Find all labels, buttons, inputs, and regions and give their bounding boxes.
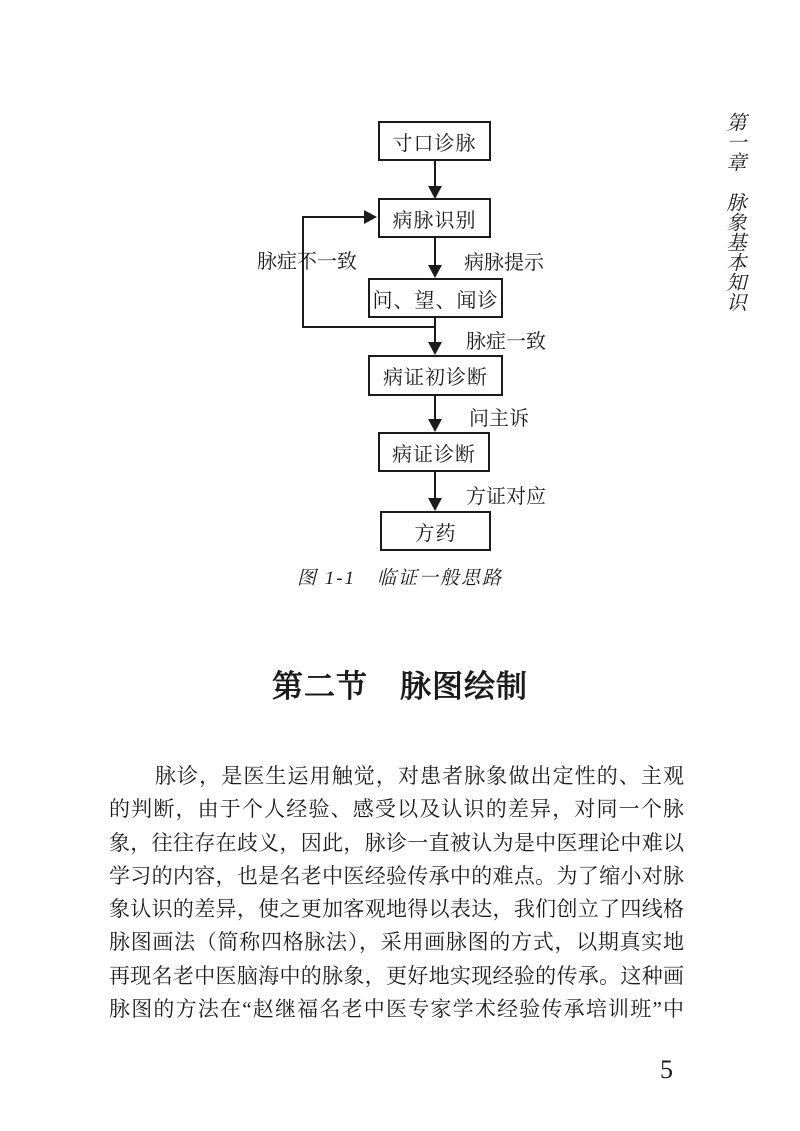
section-title: 第二节 脉图绘制 — [272, 669, 528, 704]
body-line: 学习的内容，也是名老中医经验传承中的难点。为了缩小对脉 — [109, 863, 684, 888]
flow-box-disease-syndrome-diagnosis — [378, 432, 490, 472]
flow-box-cunkou-pulse-taking — [378, 121, 491, 161]
body-line: 象，往往存在歧义，因此，脉诊一直被认为是中医理论中难以 — [109, 830, 684, 855]
body-paragraph — [109, 760, 684, 1026]
flow-box-label: 问、望、闻诊 — [372, 289, 499, 312]
edge-label-pulse-symptom-match: 脉症一致 — [466, 331, 546, 353]
body-line: 脉诊，是医生运用触觉，对患者脉象做出定性的、主观 — [155, 764, 684, 788]
flow-box-label: 寸口诊脉 — [392, 132, 477, 155]
body-line: 象认识的差异，使之更加客观地得以表达，我们创立了四线格 — [109, 897, 684, 922]
chapter-header-vertical: 第一章 脉象基本知识 — [723, 112, 745, 312]
edge-label-pulse-hint: 病脉提示 — [464, 252, 544, 274]
body-line: 脉图的方法在“赵继福名老中医专家学术经验传承培训班”中 — [109, 997, 684, 1022]
page-number: 5 — [660, 1055, 673, 1084]
body-line: 脉图画法（简称四格脉法），采用画脉图的方式，以期真实地 — [109, 930, 684, 955]
body-line: 再现名老中医脑海中的脉象，更好地实现经验的传承。这种画 — [109, 963, 684, 988]
flow-box-inquiry-inspection-listening — [368, 278, 503, 318]
edge-label-ask-chief-complaint: 问主诉 — [469, 408, 529, 430]
flow-box-preliminary-diagnosis — [368, 355, 503, 396]
flow-box-label: 病证诊断 — [392, 443, 476, 466]
flow-box-prescription — [380, 511, 491, 551]
flow-box-pathologic-pulse-recognition — [378, 198, 491, 238]
flow-box-label: 方药 — [414, 522, 457, 545]
edge-label-pulse-symptom-mismatch: 脉症不一致 — [257, 251, 357, 273]
flow-box-label: 病证初诊断 — [383, 367, 488, 389]
flow-box-label: 病脉识别 — [392, 209, 477, 232]
edge-label-prescription-syndrome-match: 方证对应 — [466, 486, 546, 508]
body-line: 的判断，由于个人经验、感受以及认识的差异，对同一个脉 — [109, 797, 684, 822]
figure-caption: 图 1-1 临证一般思路 — [296, 568, 504, 589]
